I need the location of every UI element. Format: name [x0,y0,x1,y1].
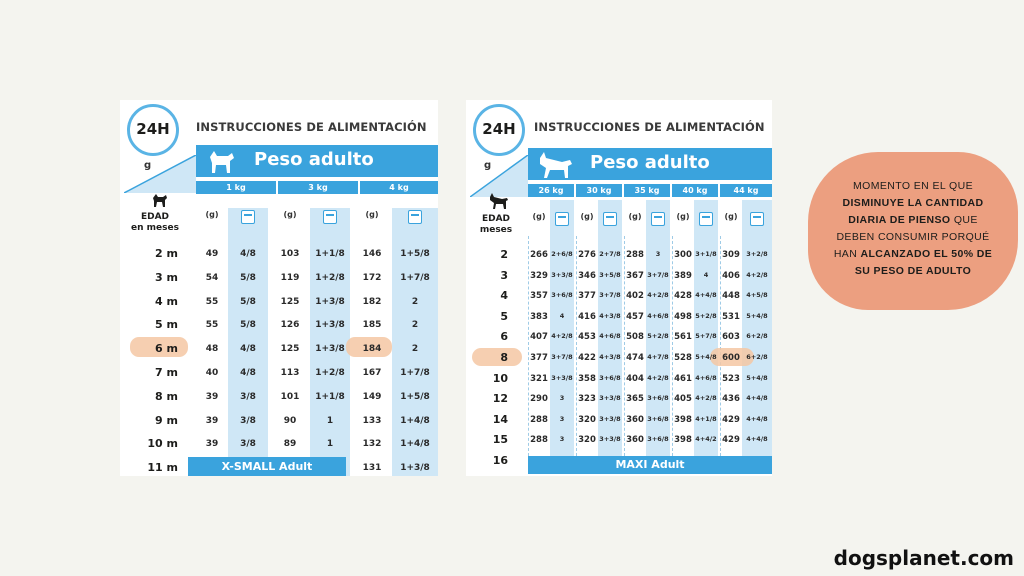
grams-value: 55 [205,320,219,331]
cups-value: 4 [559,311,565,320]
age-label: 10 [492,371,508,385]
grams-value: 377 [530,353,548,363]
age-label: 5 [500,309,508,323]
grams-value: 357 [530,291,548,302]
cups-value: 4+2/8 [746,270,768,279]
measuring-cup-icon [241,210,255,224]
cups-value: 3+6/8 [551,291,573,300]
age-label: 4 [500,289,508,303]
cups-value: 3+3/8 [599,394,621,403]
grams-value: 358 [578,373,596,384]
grams-cup-triangle-icon [124,155,196,193]
cups-value: 4+4/8 [695,291,717,300]
cups-value: 4+6/8 [695,373,717,382]
grams-value: 290 [530,394,548,405]
cups-value: 2 [411,296,419,307]
cups-value: 3 [655,250,661,258]
grams-value: 603 [722,332,740,343]
age-label: 3 [500,268,508,282]
callout-line-bold: ALCANZADO EL 50% DE [860,248,993,260]
cups-value: 4+3/8 [599,353,621,361]
age-label: 5 m [155,318,178,332]
grams-value: 54 [205,272,219,283]
grams-value: 288 [626,250,644,260]
cups-value: 4 [703,270,709,279]
weight-header: 40 kg [672,184,718,197]
age-label: 15 [492,433,508,447]
grams-value: 377 [578,291,596,302]
cups-value: 3/8 [240,391,256,402]
cups-value: 5/8 [240,272,256,283]
grams-value: 39 [205,415,219,426]
grams-value: 360 [626,414,644,425]
grams-value: 89 [283,439,297,450]
grams-col-header: (g) [580,212,594,221]
cup-icon [742,212,772,228]
cups-value: 3+7/8 [647,270,669,279]
grams-value: 329 [530,270,548,281]
grams-value: 398 [674,414,692,425]
cups-value: 6+2/8 [746,353,768,361]
cups-value: 3 [559,414,565,423]
clock-label: 24H [482,120,516,138]
cups-value: 1+3/8 [400,463,430,474]
grams-value: 474 [626,353,644,363]
adult-weight-banner [528,148,772,180]
cups-value: 3+7/8 [551,353,573,361]
clock-24h-icon [473,104,525,156]
cup-icon [694,212,718,228]
grams-value: 346 [578,270,596,281]
callout-line-bold: SU PESO DE ADULTO [854,265,972,277]
cups-value: 3+6/8 [647,394,669,403]
grams-value: 453 [578,332,596,343]
feeding-table-maxi [466,100,772,476]
cups-value: 3/8 [240,415,256,426]
cup-icon [310,210,350,226]
cup-icon [598,212,622,228]
grams-value: 131 [362,463,382,474]
grams-value: 405 [674,394,692,405]
cups-value: 3 [559,394,565,403]
cups-value: 5/8 [240,296,256,307]
large-dog-silhouette-icon [488,192,510,210]
grams-value: 360 [626,435,644,446]
grams-value: 149 [362,391,382,402]
cups-value: 6+2/8 [746,332,768,341]
instructions-title: INSTRUCCIONES DE ALIMENTACIÓN [534,120,765,134]
grams-value: 428 [674,291,692,302]
callout-line-bold: DIARIA DE PIENSO [848,214,951,226]
callout-line: DEBEN CONSUMIR PORQUÉ [836,231,990,243]
callout-line-bold: DISMINUYE LA CANTIDAD [842,197,984,209]
age-label: 2 m [155,247,178,260]
product-footer-label: MAXI Adult [528,456,772,474]
weight-header: 26 kg [528,184,574,197]
cups-value: 3+1/8 [695,250,717,258]
grams-value: 422 [578,353,596,363]
weight-header: 4 kg [360,181,438,194]
cup-icon [550,212,574,228]
instructions-title: INSTRUCCIONES DE ALIMENTACIÓN [196,120,427,134]
grams-value: 132 [362,439,382,450]
cups-value: 3+3/8 [599,414,621,423]
cups-value: 4/8 [240,249,256,259]
weight-header: 30 kg [576,184,622,197]
grams-value: 300 [674,250,692,260]
meses-label: meses [479,225,513,235]
grams-col-header: (g) [628,212,642,221]
cup-icon [646,212,670,228]
callout-bubble [808,152,1018,310]
age-label: 14 [492,412,508,426]
cups-value: 3+6/8 [647,414,669,423]
cups-value: 1+7/8 [400,368,430,378]
grams-value: 523 [722,373,740,384]
cups-value: 5+4/8 [746,311,768,320]
cups-value: 4+7/8 [647,353,669,361]
cups-value: 3+3/8 [599,435,621,444]
measuring-cup-icon [323,210,337,224]
age-label: 8 [500,351,508,364]
grams-value: 498 [674,311,692,322]
cups-value: 1+7/8 [400,272,430,283]
cups-value: 1+2/8 [315,368,345,378]
cups-value: 3+2/8 [746,250,768,258]
grams-value: 365 [626,394,644,405]
grams-value: 288 [530,435,548,446]
cups-value: 3+7/8 [599,291,621,300]
clock-24h-icon [127,104,179,156]
age-label: 4 m [155,294,178,308]
cups-value: 3+3/8 [551,270,573,279]
cup-icon [228,210,268,226]
cups-value: 3+6/8 [647,435,669,444]
callout-line: HAN [833,248,861,260]
grams-value: 146 [362,249,382,259]
edad-label: EDAD [140,212,170,222]
grams-value: 429 [722,435,740,446]
age-label: 3 m [155,270,178,284]
cups-value: 3/8 [240,439,256,450]
grams-value: 531 [722,311,740,322]
grams-value: 367 [626,270,644,281]
weight-header-row [196,181,438,194]
grams-col-header: (g) [283,210,297,219]
cups-value: 4+6/8 [647,311,669,320]
cups-value: 1 [326,439,334,450]
measuring-cup-icon [603,212,617,226]
grams-cup-triangle-icon [470,155,528,197]
cups-value: 3+6/8 [599,373,621,382]
cups-value: 1+4/8 [400,439,430,450]
cups-value: 1 [326,415,334,426]
cups-value: 4+4/8 [746,435,768,444]
grams-value: 389 [674,270,692,281]
cups-value: 4+2/8 [695,394,717,403]
cups-value: 5+4/8 [746,373,768,382]
cups-value: 4/8 [240,368,256,378]
grams-value: 406 [722,270,740,281]
cups-value: 2 [411,344,419,355]
cup-icon [392,210,438,226]
grams-value: 528 [674,353,692,363]
cups-value: 5/8 [240,320,256,331]
cups-value: 5+2/8 [647,332,669,341]
grams-value: 103 [280,249,300,259]
grams-value: 448 [722,291,740,302]
cups-value: 5+4/8 [695,353,717,361]
unit-grams-label: g [484,160,492,171]
callout-line: MOMENTO EN EL QUE [853,180,973,192]
grams-col-header: (g) [532,212,546,221]
grams-value: 119 [280,272,300,283]
product-footer-label: X-SMALL Adult [188,457,346,476]
grams-value: 133 [362,415,382,426]
adult-weight-banner [196,145,438,177]
grams-value: 49 [205,249,219,259]
grams-value: 113 [280,368,300,378]
cups-value: 1+3/8 [315,344,345,355]
grams-value: 184 [362,344,382,355]
cups-value: 1+3/8 [315,296,345,307]
grams-value: 320 [578,435,596,446]
grams-col-header: (g) [724,212,738,221]
weight-header: 35 kg [624,184,670,197]
cups-value: 4+2/8 [647,291,669,300]
grams-value: 321 [530,373,548,384]
grams-value: 320 [578,414,596,425]
edad-label: EDAD [481,214,511,224]
grams-value: 185 [362,320,382,331]
grams-value: 600 [722,353,740,363]
cups-value: 4+4/8 [746,394,768,403]
measuring-cup-icon [699,212,713,226]
cups-value: 4+5/8 [746,291,768,300]
callout-line: QUE [950,214,978,226]
age-label: 8 m [155,389,178,403]
grams-value: 48 [205,344,219,355]
measuring-cup-icon [555,212,569,226]
age-label: 12 [492,392,508,406]
cups-value: 4+4/8 [746,414,768,423]
cups-value: 1+5/8 [400,249,430,259]
grams-col-header: (g) [365,210,379,219]
grams-value: 172 [362,272,382,283]
grams-value: 429 [722,414,740,425]
weight-header: 1 kg [196,181,276,194]
grams-value: 404 [626,373,644,384]
cups-value: 1+4/8 [400,415,430,426]
measuring-cup-icon [408,210,422,224]
cups-value: 2 [411,320,419,331]
cups-value: 2+6/8 [551,250,573,258]
grams-value: 39 [205,391,219,402]
grams-value: 276 [578,250,596,260]
cups-value: 1+2/8 [315,272,345,283]
cups-value: 5+2/8 [695,311,717,320]
feeding-table-xsmall [120,100,438,476]
large-dog-icon [534,150,578,180]
callout-text [822,178,1004,280]
grams-value: 40 [205,368,219,378]
age-label: 6 m [155,342,178,356]
age-label: 2 [500,248,508,261]
grams-value: 461 [674,373,692,384]
cups-value: 4/8 [240,344,256,355]
small-dog-icon [202,147,242,177]
grams-value: 55 [205,296,219,307]
cups-value: 4+2/8 [551,332,573,341]
age-label: 10 m [147,437,178,451]
meses-label: en meses [131,223,179,233]
grams-value: 407 [530,332,548,343]
age-column-header [466,214,526,236]
age-label: 7 m [155,366,178,379]
grams-value: 167 [362,368,382,378]
grams-value: 436 [722,394,740,405]
cups-value: 2+7/8 [599,250,621,258]
banner-title: Peso adulto [590,152,710,173]
weight-header: 3 kg [278,181,358,194]
cups-value: 4+4/2 [695,435,717,444]
cups-value: 1+1/8 [315,391,345,402]
grams-value: 101 [280,391,300,402]
weight-header: 44 kg [720,184,772,197]
cups-value: 1+5/8 [400,391,430,402]
grams-value: 90 [283,415,297,426]
unit-grams-label: g [144,160,152,171]
clock-label: 24H [136,120,170,138]
grams-value: 309 [722,250,740,260]
grams-value: 416 [578,311,596,322]
grams-value: 288 [530,414,548,425]
measuring-cup-icon [750,212,764,226]
banner-title: Peso adulto [254,149,374,170]
age-label: 9 m [155,413,178,427]
cups-value: 1+3/8 [315,320,345,331]
cups-value: 4+1/8 [695,414,717,423]
cups-value: 4+3/8 [599,311,621,320]
grams-value: 39 [205,439,219,450]
grams-value: 126 [280,320,300,331]
age-label: 11 m [147,461,178,475]
cups-value: 3 [559,435,565,444]
grams-value: 323 [578,394,596,405]
grams-value: 457 [626,311,644,322]
cups-value: 1+1/8 [315,249,345,259]
age-label: 16 [492,454,508,467]
grams-value: 266 [530,250,548,260]
cups-value: 3+3/8 [551,373,573,382]
age-label: 6 [500,330,508,344]
grams-col-header: (g) [676,212,690,221]
cups-value: 5+7/8 [695,332,717,341]
grams-value: 182 [362,296,382,307]
grams-value: 125 [280,344,300,355]
grams-col-header: (g) [205,210,219,219]
grams-value: 508 [626,332,644,343]
grams-value: 125 [280,296,300,307]
brand-logo: dogsplanet.com [833,546,1014,570]
measuring-cup-icon [651,212,665,226]
grams-value: 402 [626,291,644,302]
grams-value: 398 [674,435,692,446]
cups-value: 4+6/8 [599,332,621,341]
cups-value: 3+5/8 [599,270,621,279]
age-column-header [120,212,190,234]
grams-value: 561 [674,332,692,343]
cups-value: 4+2/8 [647,373,669,382]
weight-header-row [528,184,772,197]
grams-value: 383 [530,311,548,322]
small-dog-silhouette-icon [150,192,170,208]
